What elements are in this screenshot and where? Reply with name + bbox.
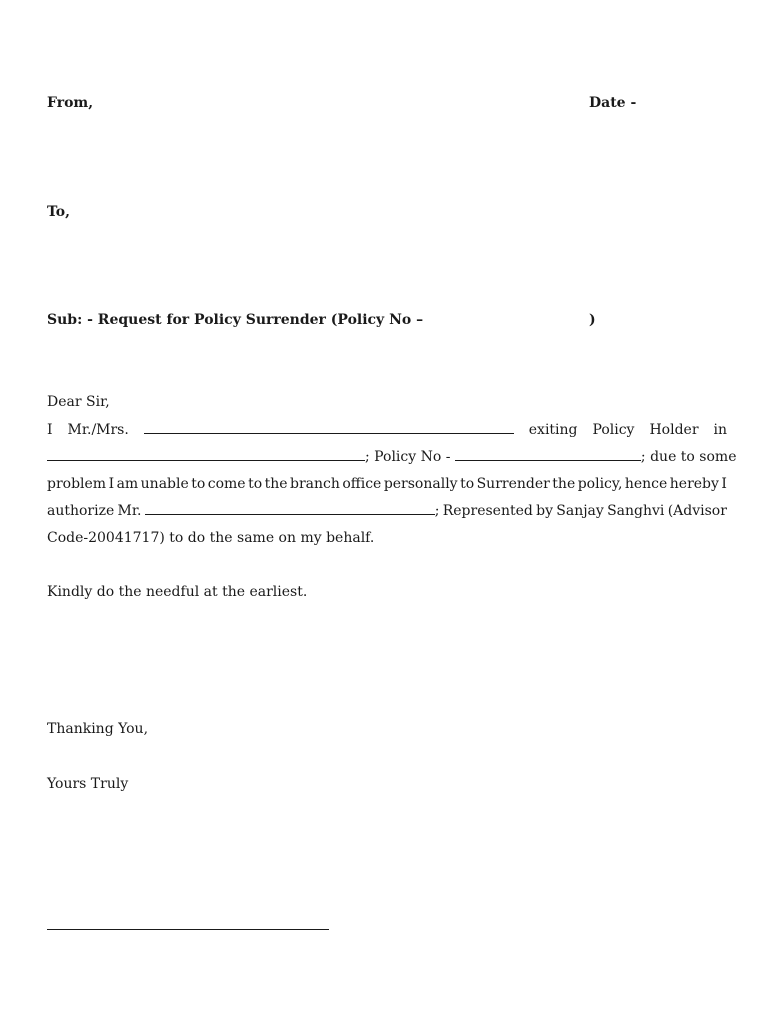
sign-off: Yours Truly — [47, 776, 129, 792]
from-label: From, — [47, 95, 94, 111]
word: in — [713, 422, 727, 438]
body-line-4 — [47, 502, 727, 520]
word: Mr./Mrs. — [67, 422, 129, 438]
salutation: Dear Sir, — [47, 394, 110, 410]
to-label: To, — [47, 204, 71, 220]
word: to — [191, 476, 206, 492]
date-label: Date - — [589, 95, 637, 111]
word: I — [721, 476, 727, 492]
word: come — [207, 476, 246, 492]
word: the — [552, 476, 576, 492]
word: to — [248, 476, 263, 492]
word: authorize — [47, 503, 115, 519]
signature-line — [47, 929, 329, 930]
word: I — [108, 476, 115, 492]
authorize-name-blank — [145, 502, 435, 515]
word: the — [264, 476, 288, 492]
body-line-3 — [47, 475, 727, 493]
word: branch — [290, 476, 340, 492]
word: by — [536, 503, 553, 519]
policy-no-label: ; Policy No - — [365, 449, 451, 465]
word: I — [47, 422, 53, 438]
word: hereby — [669, 476, 719, 492]
closing-request: Kindly do the needful at the earliest. — [47, 584, 308, 600]
word: Sanjay — [556, 503, 604, 519]
subject-line: Sub: - Request for Policy Surrender (Policy No – — [47, 312, 424, 328]
word: unable — [140, 476, 189, 492]
word: Mr. — [117, 503, 142, 519]
word: hence — [624, 476, 668, 492]
word: office — [342, 476, 382, 492]
word: Holder — [649, 422, 699, 438]
word: Policy — [592, 422, 635, 438]
company-blank — [47, 448, 365, 461]
word: Represented — [442, 503, 533, 519]
word: exiting — [528, 422, 578, 438]
due-text: ; due to some — [640, 449, 737, 465]
authorize-blank-group — [145, 502, 440, 520]
word: ; — [434, 503, 440, 519]
word: (Advisor — [667, 503, 727, 519]
body-line-5: Code-20041717) to do the same on my behalf. — [47, 530, 375, 546]
word: Surrender — [476, 476, 550, 492]
word: personally — [383, 476, 458, 492]
body-line-2 — [47, 448, 737, 466]
name-blank — [144, 421, 514, 434]
word: Sanghvi — [607, 503, 665, 519]
word: problem — [47, 476, 107, 492]
word: to — [460, 476, 475, 492]
subject-close-paren: ) — [589, 312, 596, 328]
policy-number-blank — [455, 448, 641, 461]
word: am — [116, 476, 139, 492]
thanking-line: Thanking You, — [47, 721, 149, 737]
word: policy, — [577, 476, 623, 492]
body-line-1 — [47, 421, 727, 439]
